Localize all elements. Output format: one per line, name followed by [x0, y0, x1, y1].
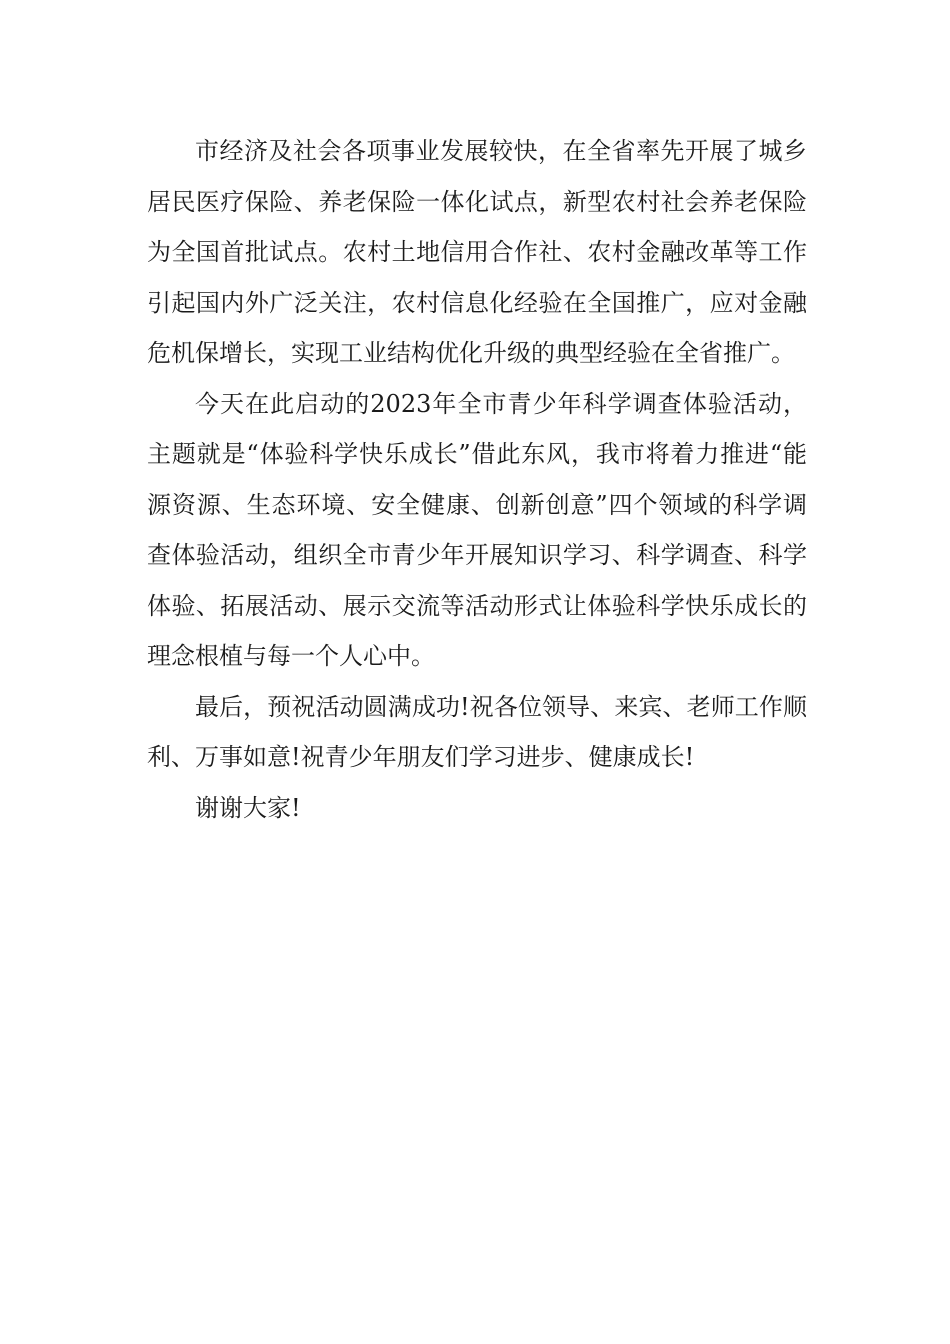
paragraph-thanks: 谢谢大家! — [195, 793, 301, 822]
document-body — [147, 126, 807, 833]
paragraph-economy: 市经济及社会各项事业发展较快，在全省率先开展了城乡居民医疗保险、养老保险一体化试点，新型农村社会养老保险为全国首批试点。农村土地信用合作社、农村金融改革等工作引起国内外广泛关注，农村信息化经验在全国推广，应对金融危机保增长，实现工业结构优化升级的典型经验在全省推广。 — [147, 137, 807, 367]
paragraph-wishes: 最后，预祝活动圆满成功!祝各位领导、来宾、老师工作顺利、万事如意!祝青少年朋友们学习进步、健康成长! — [147, 692, 807, 771]
paragraph-activity: 今天在此启动的2023年全市青少年科学调查体验活动，主题就是“体验科学快乐成长”借此东风，我市将着力推进“能源资源、生态环境、安全健康、创新创意”四个领域的科学调查体验活动，组织全市青少年开展知识学习、科学调查、科学体验、拓展活动、展示交流等活动形式让体验科学快乐成长的理念根植与每一个人心中。 — [147, 389, 807, 670]
